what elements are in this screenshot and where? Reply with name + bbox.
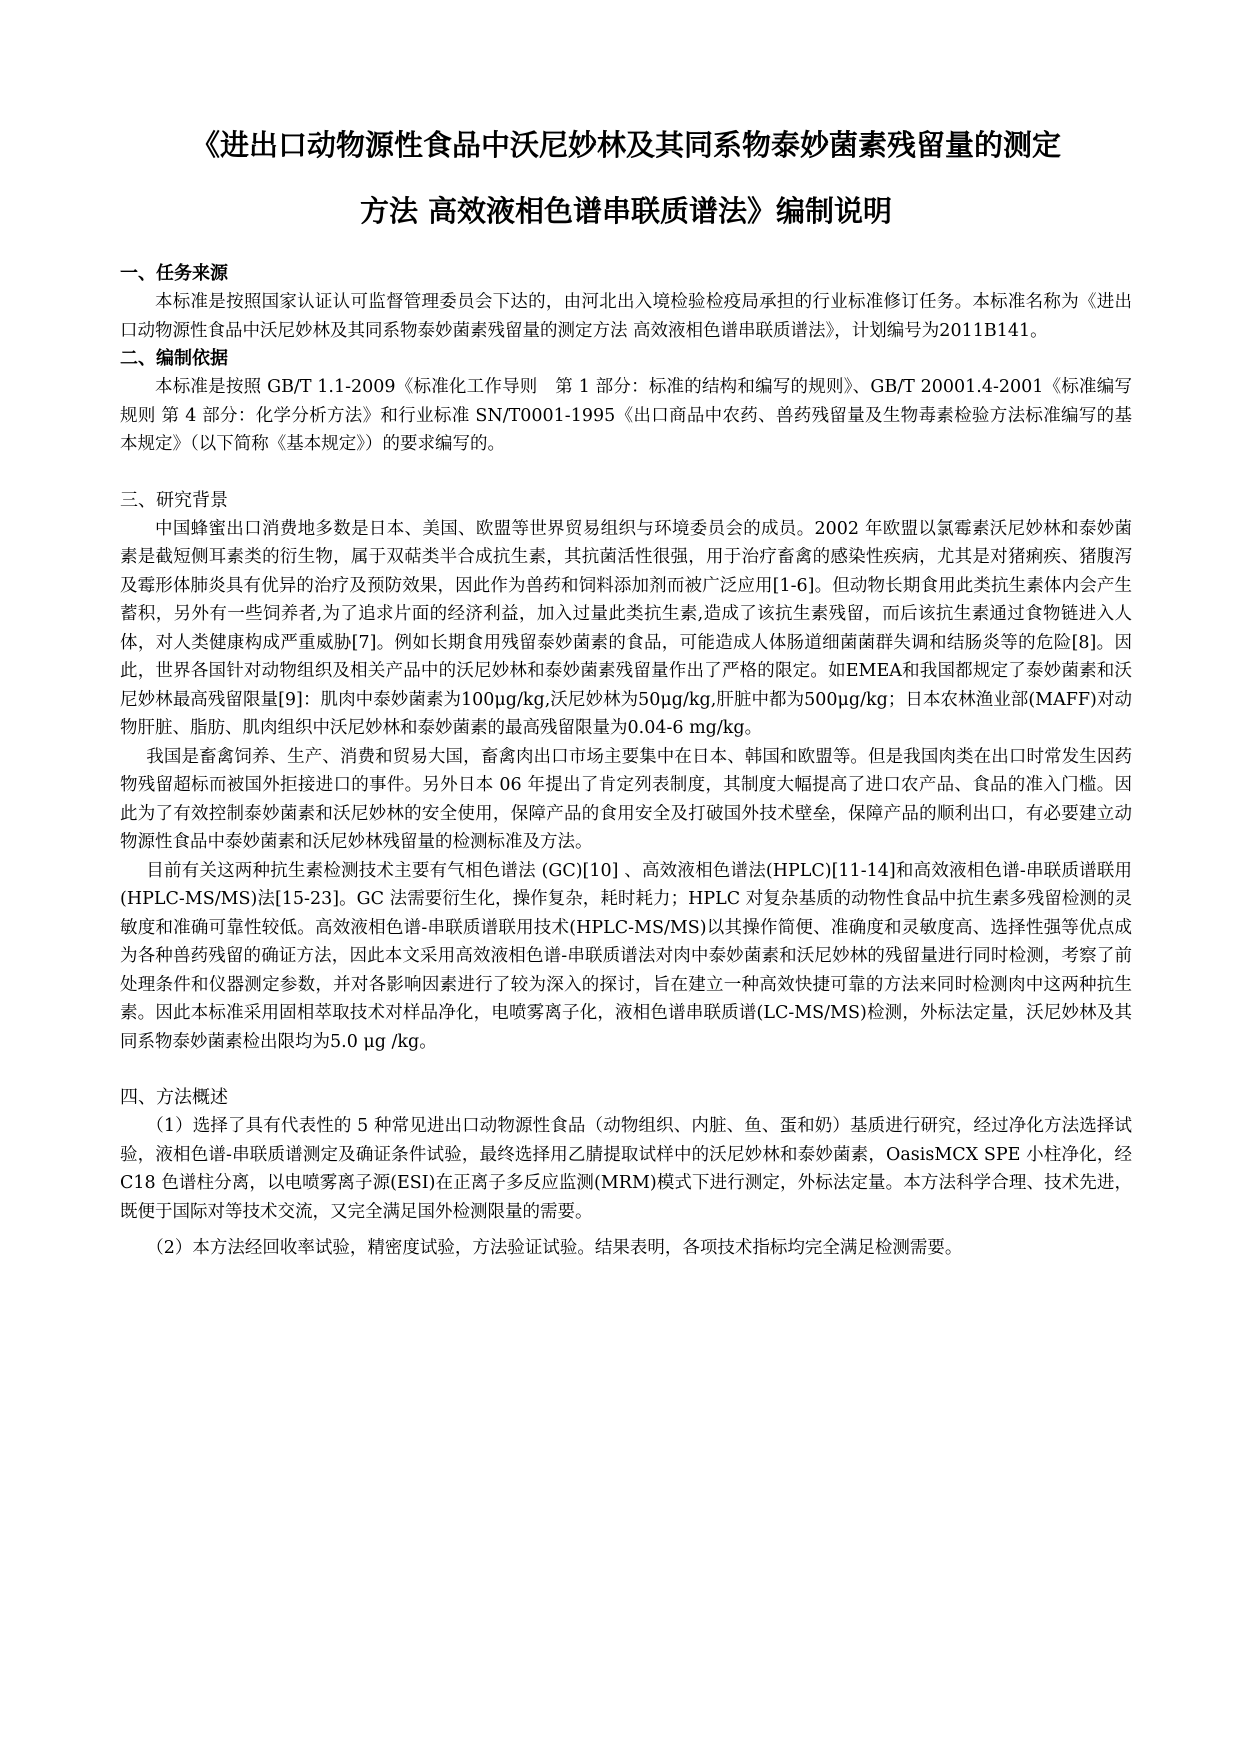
- section-heading: 二、编制依据: [120, 348, 228, 369]
- section-heading: 三、研究背景: [120, 489, 228, 511]
- section-basis: [120, 345, 1132, 459]
- section-background: [120, 487, 1132, 1057]
- document-page: [120, 112, 1132, 1263]
- title-line-1: 《进出口动物源性食品中沃尼妙林及其同系物泰妙菌素残留量的测定: [190, 128, 1061, 162]
- paragraph: （1）选择了具有代表性的 5 种常见进出口动物源性食品（动物组织、内脏、鱼、蛋和奶）基质进行研究，经过净化方法选择试验，液相色谱-串联质谱测定及确证条件试验，最终选择用乙腈提取试样中的沃尼妙林和泰妙菌素，OasisMCX SPE 小柱净化，经 C18 色谱柱分离，以电喷雾离子源(ESI)在正离子多反应监测(MRM)模式下进行测定，外标法定量。本方法科学合理、技术先进，既便于国际对等技术交流，又完全满足国外检测限量的需要。: [120, 1116, 1132, 1222]
- section-method-overview: [120, 1084, 1132, 1263]
- paragraph: 我国是畜禽饲养、生产、消费和贸易大国，畜禽肉出口市场主要集中在日本、韩国和欧盟等。但是我国肉类在出口时常发生因药物残留超标而被国外拒接进口的事件。另外日本 06 年提出了肯定列表制度，其制度大幅提高了进口农产品、食品的准入门槛。因此为了有效控制泰妙菌素和沃尼妙林的安全使用，保障产品的食用安全及打破国外技术壁垒，保障产品的顺利出口，有必要建立动物源性食品中泰妙菌素和沃尼妙林残留量的检测标准及方法。: [120, 746, 1132, 852]
- paragraph: 目前有关这两种抗生素检测技术主要有气相色谱法 (GC)[10] 、高效液相色谱法(HPLC)[11-14]和高效液相色谱-串联质谱联用(HPLC-MS/MS)法[15-23]。GC 法需要衍生化，操作复杂，耗时耗力；HPLC 对复杂基质的动物性食品中抗生素多残留检测的灵敏度和准确可靠性较低。高效液相色谱-串联质谱联用技术(HPLC-MS/MS)以其操作简便、准确度和灵敏度高、选择性强等优点成为各种兽药残留的确证方法，因此本文采用高效液相色谱-串联质谱法对肉中泰妙菌素和沃尼妙林的残留量进行同时检测，考察了前处理条件和仪器测定参数，并对各影响因素进行了较为深入的探讨，旨在建立一种高效快捷可靠的方法来同时检测肉中这两种抗生素。因此本标准采用固相萃取技术对样品净化，电喷雾离子化，液相色谱串联质谱(LC-MS/MS)检测，外标法定量，沃尼妙林及其同系物泰妙菌素检出限均为5.0 μg /kg。: [120, 860, 1132, 1052]
- title-line-2: 方法 高效液相色谱串联质谱法》编制说明: [359, 194, 893, 228]
- document-title: [120, 112, 1132, 244]
- paragraph: 中国蜂蜜出口消费地多数是日本、美国、欧盟等世界贸易组织与环境委员会的成员。2002 年欧盟以氯霉素沃尼妙林和泰妙菌素是截短侧耳素类的衍生物，属于双萜类半合成抗生素，其抗菌活性很强，用于治疗畜禽的感染性疾病，尤其是对猪痢疾、猪腹泻及霉形体肺炎具有优异的治疗及预防效果，因此作为兽药和饲料添加剂而被广泛应用[1-6]。但动物长期食用此类抗生素体内会产生蓄积，另外有一些饲养者,为了追求片面的经济利益，加入过量此类抗生素,造成了该抗生素残留，而后该抗生素通过食物链进入人体，对人类健康构成严重威胁[7]。例如长期食用残留泰妙菌素的食品，可能造成人体肠道细菌菌群失调和结肠炎等的危险[8]。因此，世界各国针对动物组织及相关产品中的沃尼妙林和泰妙菌素残留量作出了严格的限定。如EMEA和我国都规定了泰妙菌素和沃尼妙林最高残留限量[9]：肌肉中泰妙菌素为100μg/kg,沃尼妙林为50μg/kg,肝脏中都为500μg/kg；日本农林渔业部(MAFF)对动物肝脏、脂肪、肌肉组织中沃尼妙林和泰妙菌素的最高残留限量为0.04-6 mg/kg。: [120, 518, 1132, 738]
- section-heading: 一、任务来源: [120, 263, 228, 284]
- section-task-source: [120, 260, 1132, 345]
- paragraph: 本标准是按照国家认证认可监督管理委员会下达的，由河北出入境检验检疫局承担的行业标准修订任务。本标准名称为《进出口动物源性食品中沃尼妙林及其同系物泰妙菌素残留量的测定方法 高效液相色谱串联质谱法》，计划编号为2011B141。: [120, 292, 1132, 341]
- paragraph: （2）本方法经回收率试验，精密度试验，方法验证试验。结果表明，各项技术指标均完全满足检测需要。: [146, 1238, 963, 1258]
- paragraph: 本标准是按照 GB/T 1.1-2009《标准化工作导则 第 1 部分：标准的结构和编写的规则》、GB/T 20001.4-2001《标准编写规则 第 4 部分：化学分析方法》和行业标准 SN/T0001-1995《出口商品中农药、兽药残留量及生物毒素检验方法标准编写的基本规定》（以下简称《基本规定》）的要求编写的。: [120, 377, 1132, 454]
- section-heading: 四、方法概述: [120, 1087, 228, 1108]
